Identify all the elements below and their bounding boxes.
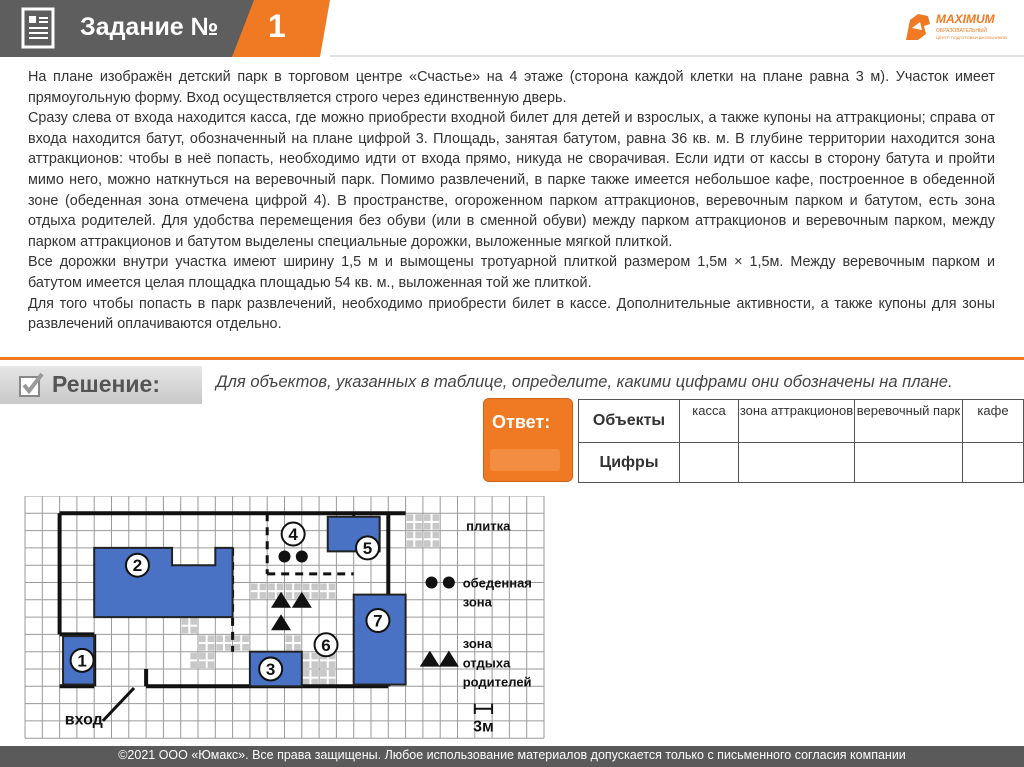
digit-answer-cell[interactable] [963,443,1024,483]
tile-square [329,661,336,668]
legend-rest: родителей [462,674,532,690]
section-divider [0,357,1024,360]
plan-number-label: 1 [77,651,87,671]
answer-label: Ответ: [492,412,551,432]
tile-square [251,592,258,599]
tile-square [199,635,206,642]
tile-square [407,540,414,547]
footer-text: ©2021 ООО «Юмакс». Все права защищены. Любое использование материалов допускается только с письменного согласия компании [118,748,906,762]
tile-square [320,584,327,591]
object-cell: зона аттракционов [739,400,855,443]
tile-square [311,592,318,599]
tent-icon [439,651,459,667]
entrance-label: вход [64,711,103,729]
tile-square [320,670,327,677]
answer-table [578,399,1024,483]
tile-square [182,627,189,634]
checkbox-checked-icon [18,372,44,398]
header [0,0,1024,57]
tile-square [190,618,197,625]
tile-square [286,584,293,591]
tile-square [311,661,318,668]
tile-square [329,670,336,677]
question-text: Для объектов, указанных в таблице, определите, какими цифрами они обозначены на плане. [216,373,953,391]
plan-number-label: 6 [321,635,331,655]
task-text [28,67,995,335]
plan-number-label: 5 [362,538,373,558]
tile-square [225,644,232,651]
tile-square [433,540,440,547]
tile-square [199,661,206,668]
tile-square [424,540,431,547]
objects-header: Объекты [579,400,680,443]
entrance-pointer [103,688,134,721]
object-cell: веревочный парк [855,400,963,443]
digit-answer-cell[interactable] [739,443,855,483]
task-paragraph: На плане изображён детский парк в торговом центре «Счастье» на 4 этаже (сторона каждой клетки на плане равна 3 м). Участок имеет прямоугольную форму. Вход осуществляется строго через единственную дверь. [28,69,995,106]
task-number: 1 [268,8,286,44]
logo-subtitle: ОБРАЗОВАТЕЛЬНЫЙ [936,28,987,34]
legend-rest: зона [462,636,492,652]
tile-square [303,584,310,591]
tile-square [225,635,232,642]
legend-dining: зона [462,594,492,610]
table-dot-icon [426,577,438,589]
task-paragraph: Для того чтобы попасть в парк развлечений, необходимо приобрести билет в кассе. Дополнительные активности, а также купоны для зоны развлечений оплачиваются отдельно. [28,295,995,333]
tile-square [433,514,440,521]
plan-number-label: 2 [132,556,143,576]
tile-square [190,653,197,660]
answer-badge [483,398,573,482]
tile-square [329,592,336,599]
tile-square [286,635,293,642]
legend-rest: отдыха [462,655,511,671]
tile-square [182,618,189,625]
table-dot-icon [279,551,291,563]
digit-answer-cell[interactable] [680,443,739,483]
tile-square [277,584,284,591]
table-row [579,400,1024,443]
task-paragraph: Сразу слева от входа находится касса, где можно приобрести входной билет для детей и взрослых, а также купоны на аттракционы; справа от входа находится батут, обозначенный на плане цифрой 3. Площадь, занятая батутом, равна 36 кв. м. В глубине территории находится зона аттракционов: чтобы в неё попасть, необходимо идти от входа прямо, никуда не сворачивая. Если идти от кассы в сторону батута и пройти мимо него, можно наткнуться на веревочный парк. Помимо развлечений, в парке также имеется небольшое кафе, построенное в обеденной зоне (обеденная зона отмечена цифрой 4). В пространстве, огороженном парком аттракционов, веревочным парком и батутом, есть зона отдыха родителей. Для удобства перемещения без обуви (или в сменной обуви) между парком аттракционов и веревочным парком, между парком аттракционов и батутом выделены специальные дорожки, выложенные мягкой плиткой. [28,110,995,250]
tile-square [415,523,422,530]
tile-square [303,670,310,677]
solution-label: Решение: [52,371,161,397]
tile-square [208,635,215,642]
tile-square [190,661,197,668]
tile-square [216,635,223,642]
tile-square [424,532,431,539]
legend-tile: плитка [466,518,511,534]
tile-square [424,523,431,530]
plan-number-label: 7 [373,611,383,631]
tile-square [415,532,422,539]
document-icon [20,6,60,50]
tile-square [199,653,206,660]
tile-square [424,514,431,521]
object-cell: кафе [963,400,1024,443]
tile-square [415,540,422,547]
tile-square [286,644,293,651]
tile-square [190,627,197,634]
object-cell: касса [680,400,739,443]
tile-square [234,644,241,651]
logo-name: MAXIMUM [936,12,995,26]
tile-square [294,635,301,642]
attraction-object-2 [94,548,232,617]
tile-square [286,592,293,599]
park-plan [0,496,560,746]
tile-square [329,584,336,591]
logo-subtitle-2: ЦЕНТР ПОДГОТОВКИ ШКОЛЬНИКОВ [936,35,1007,40]
tile-square [415,514,422,521]
tile-square [320,661,327,668]
tile-square [216,644,223,651]
tile-square [294,584,301,591]
tile-square [268,592,275,599]
tile-square [407,523,414,530]
tile-square [208,653,215,660]
tile-square [407,532,414,539]
tile-square [242,644,249,651]
tile-square [208,644,215,651]
tile-square [311,653,318,660]
table-dot-icon [443,577,455,589]
maximum-logo-icon [900,10,934,46]
digit-answer-cell[interactable] [855,443,963,483]
scale-label: 3м [473,718,494,736]
tile-square [242,635,249,642]
tile-square [294,644,301,651]
tile-square [320,592,327,599]
tile-square [260,584,267,591]
tile-square [251,584,258,591]
table-dot-icon [296,551,308,563]
rope-park-object-7 [354,595,406,685]
tile-square [268,584,275,591]
tile-square [311,670,318,677]
tile-square [311,584,318,591]
plan-number-label: 4 [288,525,298,545]
tile-square [208,661,215,668]
digits-header: Цифры [579,443,680,483]
tile-square [433,532,440,539]
page-title: Задание № [80,13,219,41]
table-row [579,443,1024,483]
plan-number-label: 3 [265,660,276,679]
company-logo [900,8,1018,50]
tile-square [303,661,310,668]
tile-square [199,644,206,651]
tile-square [234,635,241,642]
tile-square [433,523,440,530]
tile-square [303,653,310,660]
task-paragraph: Все дорожки внутри участка имеют ширину 1,5 м и вымощены тротуарной плиткой размером 1,5м × 1,5м. Между веревочным парком и батутом имеется целая площадка площадью 54 кв. м., выложенная той же плиткой. [28,254,995,291]
tile-square [260,592,267,599]
tile-square [407,514,414,521]
header-line [330,55,1024,57]
legend-dining: обеденная [462,575,532,591]
